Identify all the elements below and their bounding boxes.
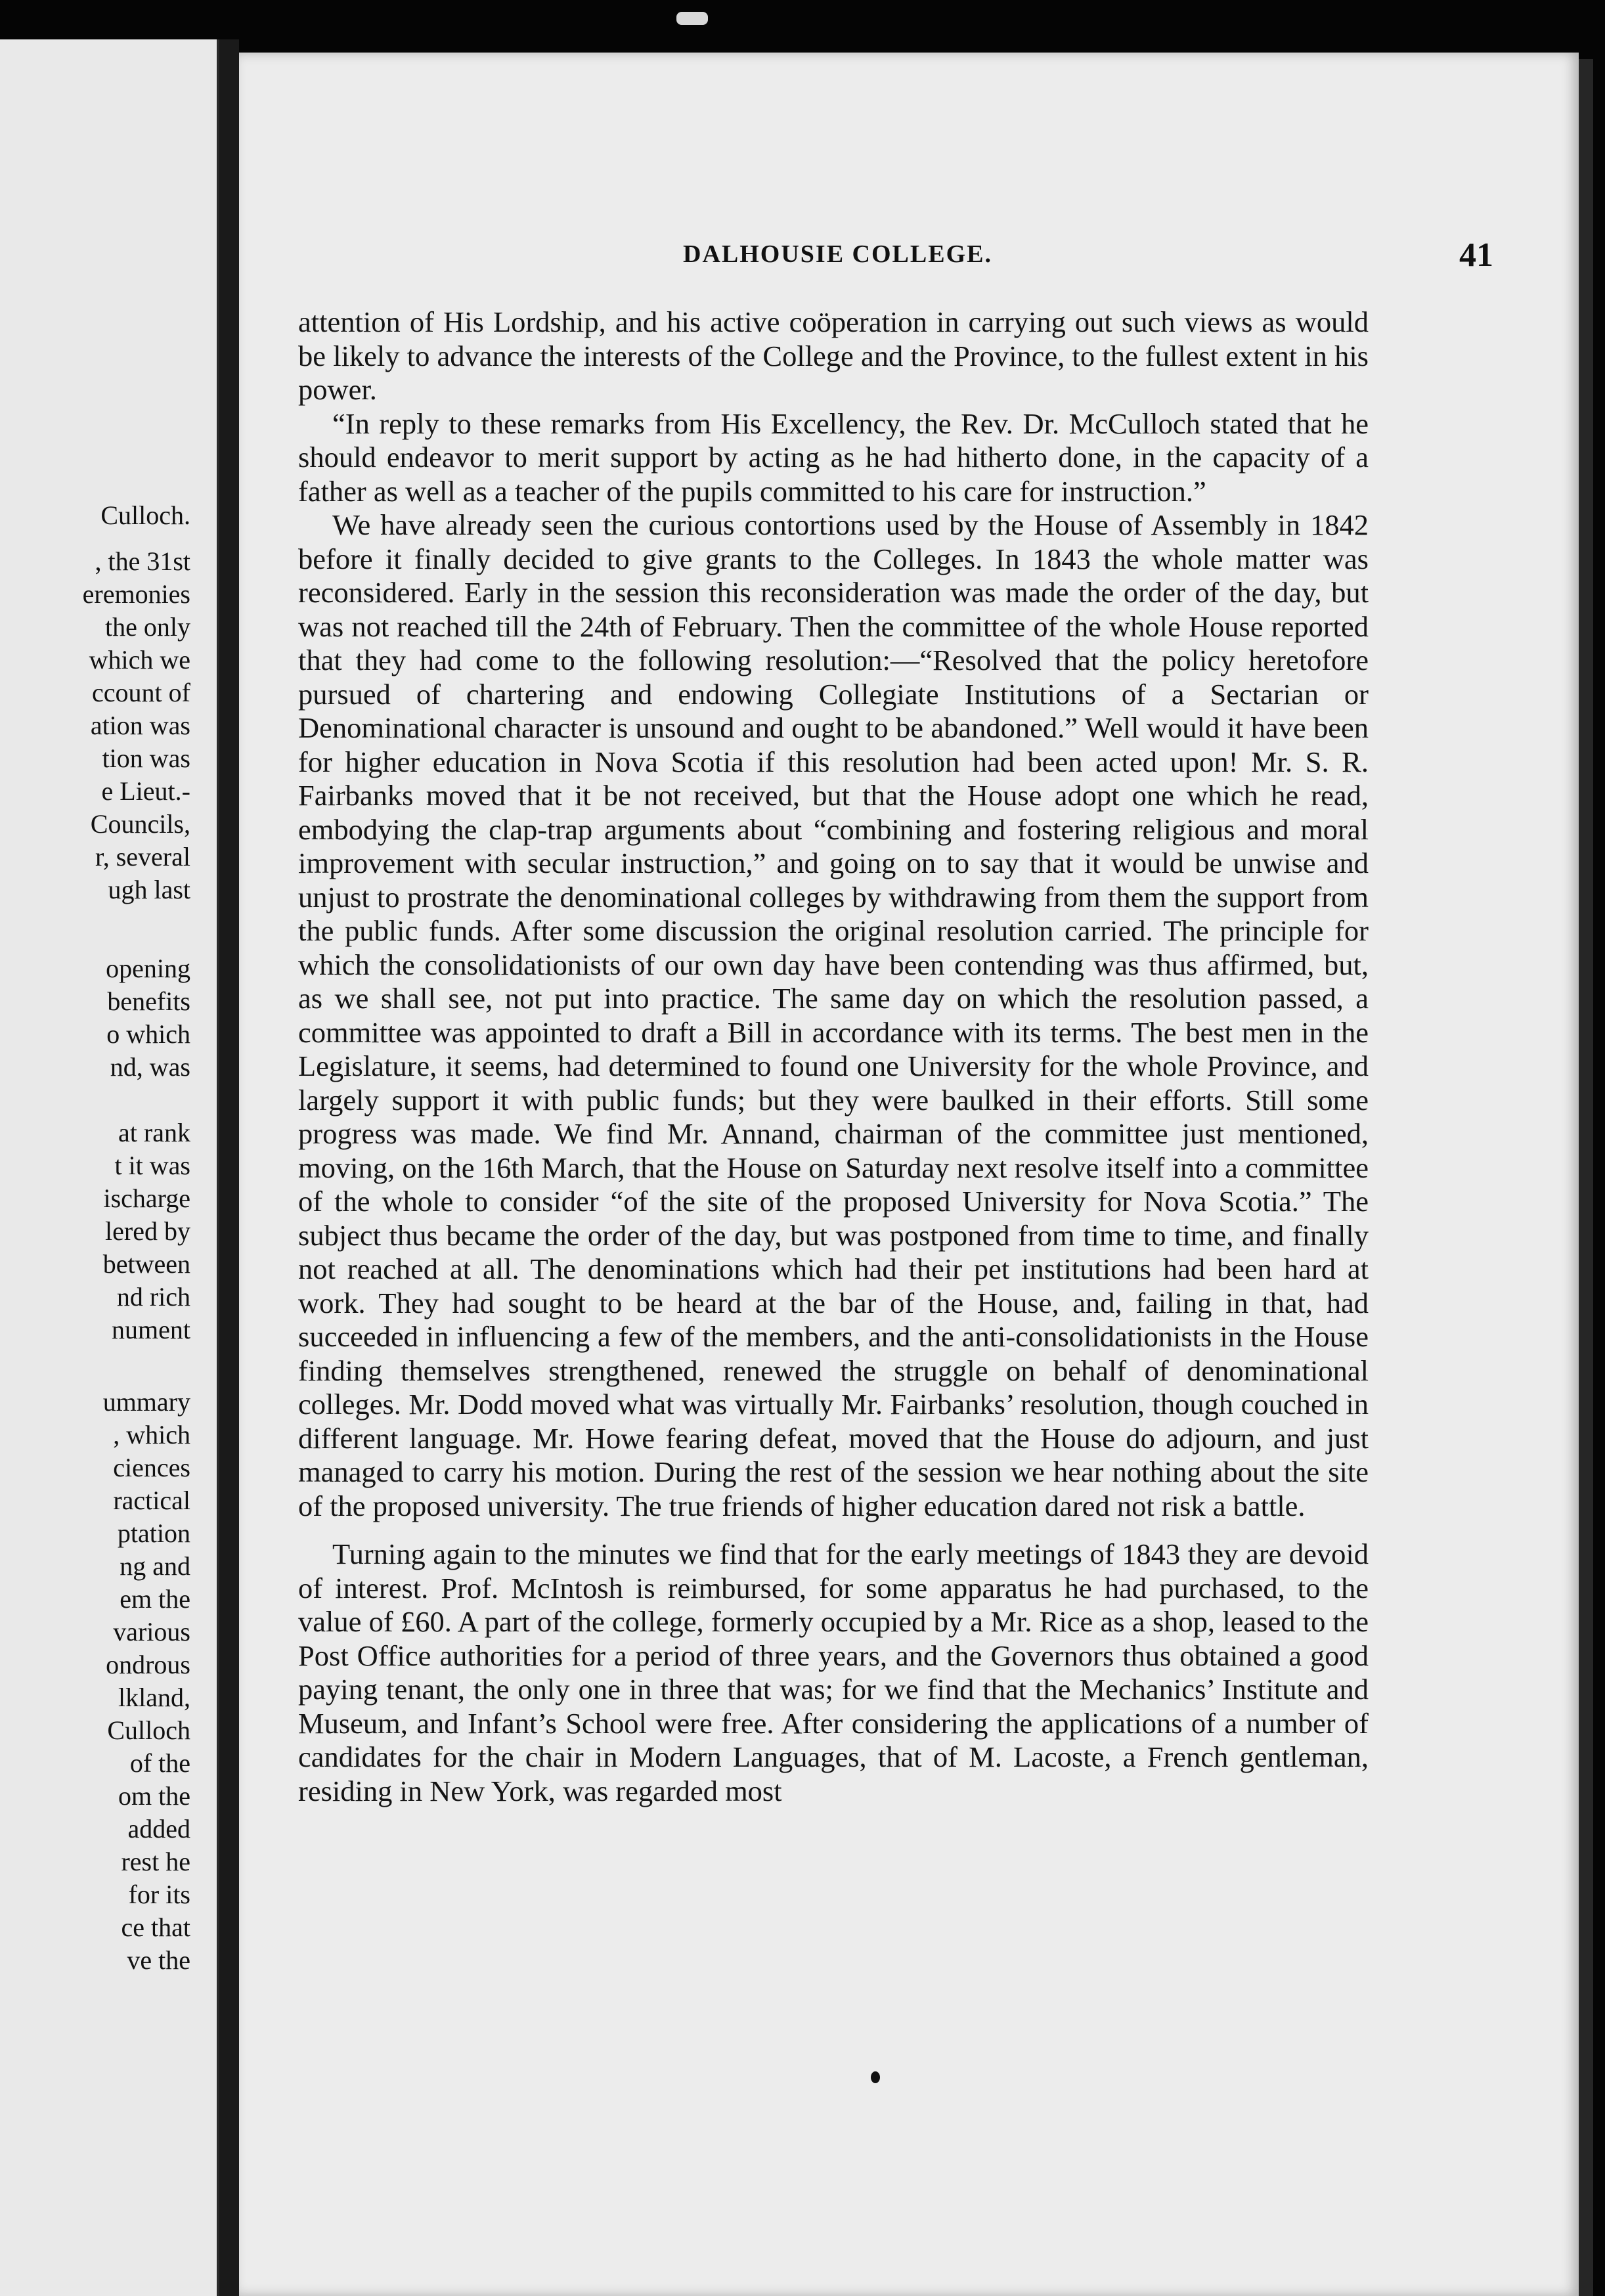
left-fragment-line: e Lieut.- — [101, 776, 190, 806]
left-fragment-line: between — [102, 1249, 190, 1279]
left-fragment-line: Culloch. — [100, 500, 190, 530]
left-fragment-line: ation was — [90, 711, 190, 740]
page-number: 41 — [1459, 236, 1493, 274]
left-fragment-line: ischarge — [103, 1183, 190, 1213]
left-fragment-line: ugh last — [108, 875, 190, 904]
left-fragment-line: , the 31st — [95, 546, 190, 576]
ink-speck — [871, 2071, 880, 2083]
paragraph: Turning again to the minutes we find that for the early meetings of 1843 they are devoid of interest. Prof. McIntosh is reimbursed, for some apparatus he had purchased, to the value of £60. A part of the college, formerly occupied by a Mr. Rice as a shop, leased to the Post Office authorities for a period of three years, and the Governors thus obtained a good paying tenant, the only one in three that was; for we find that the Mechanics’ Institute and Museum, and Infant’s School were free. After considering the applications of a number of candidates for the chair in Modern Languages, that of M. Lacoste, a French gentleman, residing in New York, was regarded most — [298, 1537, 1369, 1807]
left-fragment-line: ummary — [102, 1387, 190, 1417]
left-fragment-line: lered by — [105, 1216, 190, 1246]
left-fragment-line: o which — [106, 1019, 190, 1049]
left-fragment-line: nd rich — [116, 1282, 190, 1312]
running-title: DALHOUSIE COLLEGE. — [683, 240, 992, 268]
left-fragment-line: the only — [105, 612, 190, 642]
paragraph: We have already seen the curious contortions used by the House of Assembly in 1842 before it finally decided to give grants to the Colleges. In 1843 the whole matter was reconsidered. Early in the session this reconsideration was made the order of the day, but was not reached till the 24th of February. Then the committee of the whole House reported that they had come to the following resolution:—“Resolved that the policy heretofore pursued of chartering and endowing Collegiate Institutions of a Sectarian or Denominational character is unsound and ought to be abandoned.” Well would it have been for higher education in Nova Scotia if this resolution had been acted upon! Mr. S. R. Fairbanks moved that it be not received, but that the House adopt one which he read, embodying the clap-trap arguments about “combining and fostering religious and moral improvement with secular instruction,” and going on to say that it would be unwise and unjust to prostrate the denominational colleges by withdrawing from them the support from the public funds. After some discussion the original resolution carried. The principle for which the consolidationists of our own day have been contending was thus affirmed, but, as we shall see, not put into practice. The same day on which the resolution passed, a committee was appointed to draft a Bill in accordance with its terms. The best men in the Legislature, it seems, had determined to found one University for the whole Province, and largely support it with public funds; but they were baulked in their efforts. Still some progress was made. We find Mr. Annand, chairman of the committee just mentioned, moving, on the 16th March, that the House on Saturday next resolve itself into a committee of the whole to consider “of the site of the proposed University for Nova Scotia.” The subject thus became the order of the day, but was postponed from time to time, and finally not reached at all. The denominations which had their pet institutions had been hard at work. They had sought to be heard at the bar of the House, and, failing in that, had succeeded in influencing a few of the members, and the anti-consolidationists in the House finding themselves strengthened, renewed the struggle on behalf of denominational colleges. Mr. Dodd moved what was virtually Mr. Fairbanks’ resolution, though couched in different language. Mr. Howe fearing defeat, moved that the House do adjourn, and just managed to carry his motion. During the rest of the session we hear nothing about the site of the proposed university. The true friends of higher education dared not risk a battle. — [298, 508, 1369, 1522]
left-fragment-line: benefits — [107, 986, 190, 1016]
left-fragment-line: ptation — [117, 1518, 190, 1548]
left-fragment-line: ciences — [113, 1453, 190, 1482]
left-fragment-line: ractical — [113, 1486, 190, 1515]
left-fragment-line: , which — [113, 1420, 190, 1449]
left-fragment-line: Culloch — [107, 1715, 190, 1745]
left-fragment-line: r, several — [95, 842, 190, 872]
body-text — [298, 305, 1369, 1808]
page-edge-shadow — [1579, 59, 1593, 2296]
left-fragment-line: at rank — [118, 1118, 190, 1147]
paragraph: attention of His Lordship, and his active coöperation in carrying out such views as would be likely to advance the interests of the College and the Province, to the fullest extent in his power. — [298, 305, 1369, 406]
left-fragment-line: t it was — [114, 1151, 190, 1180]
left-fragment-line: nd, was — [110, 1052, 190, 1082]
left-fragment-line: tion was — [102, 743, 190, 773]
left-fragment-line: opening — [106, 954, 190, 983]
left-fragment-line: for its — [128, 1880, 190, 1909]
left-fragment-line: various — [113, 1617, 190, 1646]
left-fragment-line: Councils, — [90, 809, 190, 839]
left-fragment-line: ve the — [127, 1945, 190, 1975]
left-fragment-line: em the — [120, 1584, 190, 1614]
left-facing-page — [0, 39, 219, 2296]
left-fragment-line: ondrous — [106, 1650, 190, 1679]
left-fragment-line: added — [127, 1814, 190, 1843]
left-fragment-line: rest he — [121, 1847, 190, 1876]
left-fragment-line: ng and — [120, 1551, 190, 1581]
left-fragment-line: nument — [112, 1315, 190, 1344]
left-fragment-line: of the — [129, 1748, 190, 1778]
left-fragment-line: ce that — [121, 1912, 190, 1942]
book-gutter — [219, 39, 239, 2296]
left-fragment-line: ccount of — [92, 678, 190, 707]
scan-artifact — [676, 12, 708, 25]
running-head — [239, 236, 1579, 279]
left-fragment-line: which we — [89, 645, 190, 674]
left-fragment-line: eremonies — [82, 579, 190, 609]
left-fragment-line: lkland, — [118, 1683, 190, 1712]
paragraph: “In reply to these remarks from His Excellency, the Rev. Dr. McCulloch stated that he should endeavor to merit support by acting as he had hitherto done, in the capacity of a father as well as a teacher of the pupils committed to his care for instruction.” — [298, 407, 1369, 508]
left-fragment-line: om the — [118, 1781, 190, 1811]
main-page — [239, 53, 1579, 2296]
